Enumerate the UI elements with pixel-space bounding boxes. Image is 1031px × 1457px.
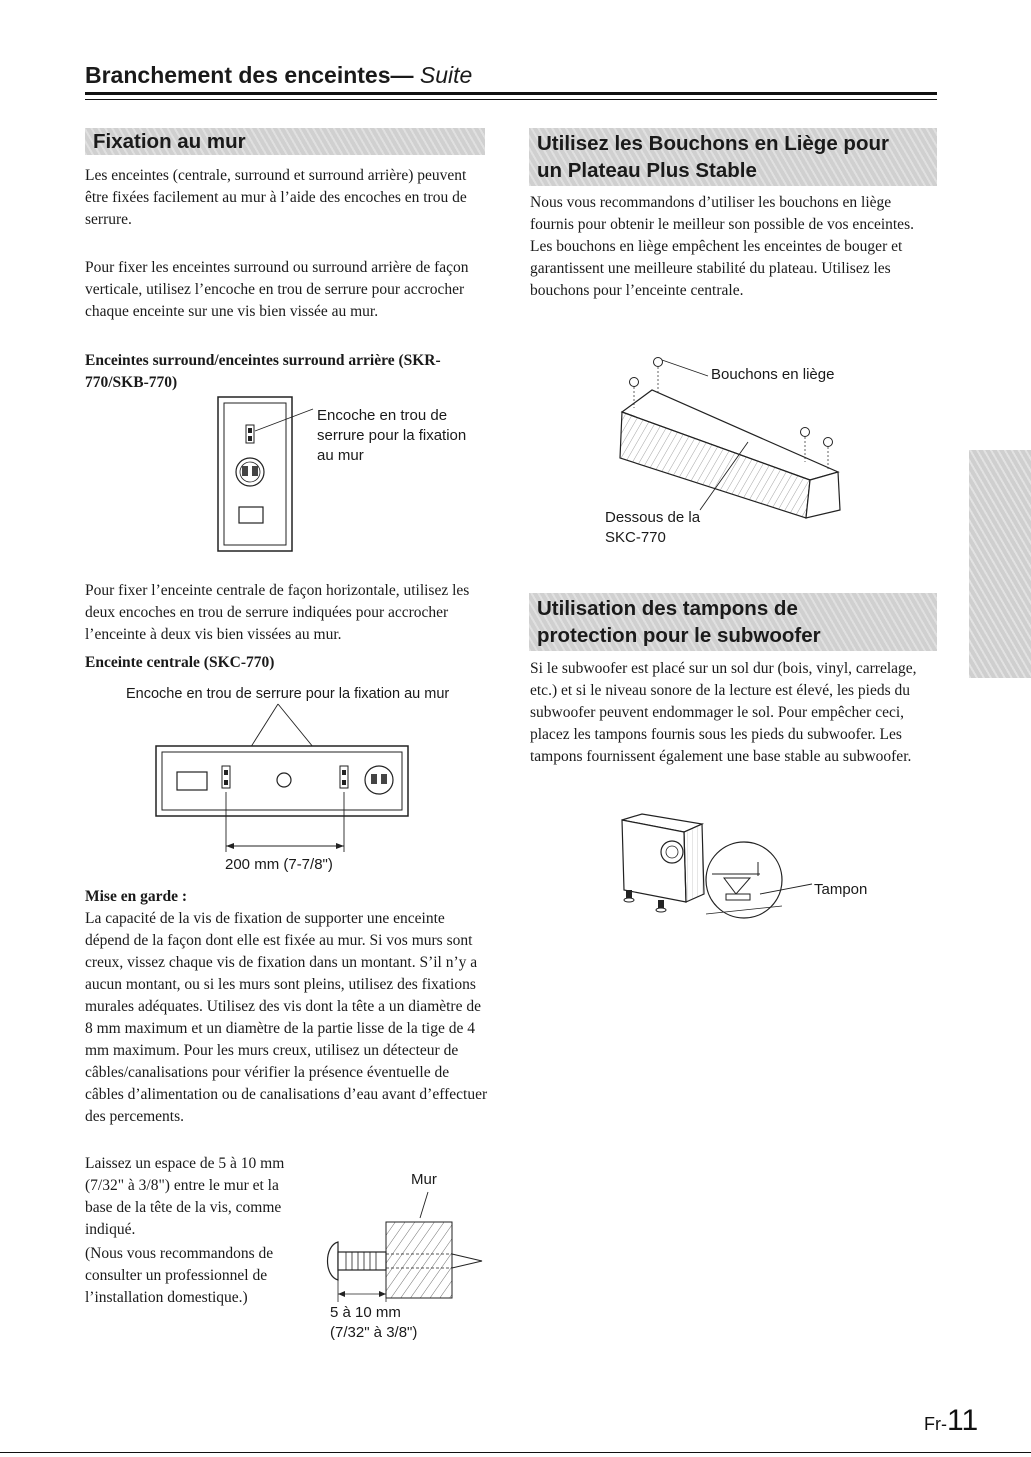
screw-gap-label-in: (7/32" à 3/8") (330, 1324, 418, 1341)
page-title (85, 62, 472, 89)
screw-wall-figure (310, 1190, 490, 1305)
section-heading-subwoofer-pads: Utilisation des tampons de protection pour le subwoofer (529, 593, 937, 651)
center-speaker-figure (150, 700, 420, 860)
center-mount-text: Pour fixer l’enceinte centrale de façon horizontale, utilisez les deux encoches en trou de serrure indiquées pour accrocher l’enceinte à deux vis bien vissées au mur. (85, 582, 470, 643)
center-subheading: Enceinte centrale (SKC-770) (85, 654, 275, 671)
subwoofer-pads-text: Si le subwoofer est placé sur un sol dur (bois, vinyl, carrelage, etc.) et si le niveau sonore de la lecture est élevé, les pieds du subwoofer peuvent endommager le sol. Pour empêcher ceci, placez les tampons fournis sous les pieds du subwoofer. Les tampons fournissent également une base stable au subwoofer. (530, 660, 917, 765)
wall-mount-intro: Les enceintes (centrale, surround et surround arrière) peuvent être fixées facilement au mur à l’aide des encoches en trou de serrure. (85, 167, 467, 228)
keyhole-label-center: Encoche en trou de serrure pour la fixation au mur (126, 686, 450, 702)
cork-feet-text: Nous vous recommandons d’utiliser les bouchons en liège fournis pour obtenir le meilleur son possible de vos enceintes. Les bouchons en liège empêchent les enceintes de bouger et garantissent une meilleure stabilité du plateau. Utilisez les bouchons pour l’enceinte centrale. (530, 194, 914, 299)
wall-label: Mur (411, 1171, 437, 1188)
surround-speaker-figure (210, 395, 320, 555)
side-tab-marker (969, 450, 1031, 678)
speaker-bottom-label-1: Dessous de la (605, 509, 701, 526)
pad-label: Tampon (814, 881, 868, 898)
footer-rule (0, 1452, 1031, 1453)
center-dimension-label: 200 mm (7-7/8") (225, 856, 333, 873)
section-heading-wall-mount: Fixation au mur (85, 128, 485, 155)
caution-text: La capacité de la vis de fixation de supporter une enceinte dépend de la façon dont elle est fixée au mur. Si vos murs sont creux, vissez chaque vis de fixation dans un montant. S’il n’y a aucun montant, ou si les murs sont pleins, utilisez des fixations murales adéquates. Utilisez des vis dont la tête a un diamètre de 8 mm maximum et un diamètre de la partie lisse de la tige de 4 mm maximum. Pour les murs creux, utilisez un détecteur de câbles/canalisations pour vérifier la présence éventuelle de câbles d’alimentation ou de canalisations d’eau avant d’effectuer des percements. (85, 910, 488, 1125)
professional-advice-text: (Nous vous recommandons de consulter un professionnel de l’installation domestique.) (85, 1245, 274, 1306)
speaker-bottom-label-2: SKC-770 (605, 529, 666, 546)
caution-heading: Mise en garde : (85, 888, 188, 905)
keyhole-label-surround: Encoche en trou de serrure pour la fixation au mur (317, 407, 467, 464)
page-number: Fr-11 (924, 1404, 979, 1437)
cork-feet-label: Bouchons en liège (711, 366, 835, 383)
header-rule-thin (85, 99, 937, 100)
subwoofer-pad-figure (612, 810, 812, 930)
wall-mount-vertical-text: Pour fixer les enceintes surround ou surround arrière de façon verticale, utilisez l’encoche en trou de serrure pour accrocher chaque enceinte sur une vis bien vissée au mur. (85, 259, 469, 320)
section-heading-cork-feet: Utilisez les Bouchons en Liège pour un Plateau Plus Stable (529, 128, 937, 186)
page-title-suite: Suite (413, 62, 473, 88)
spacing-text: Laissez un espace de 5 à 10 mm (7/32" à 3/8") entre le mur et la base de la tête de la vis, comme indiqué. (85, 1155, 285, 1238)
page-title-main: Branchement des enceintes— (85, 62, 414, 88)
surround-subheading: Enceintes surround/enceintes surround arrière (SKR-770/SKB-770) (85, 352, 441, 391)
header-rule-thick (85, 92, 937, 95)
screw-gap-label-mm: 5 à 10 mm (330, 1304, 401, 1321)
